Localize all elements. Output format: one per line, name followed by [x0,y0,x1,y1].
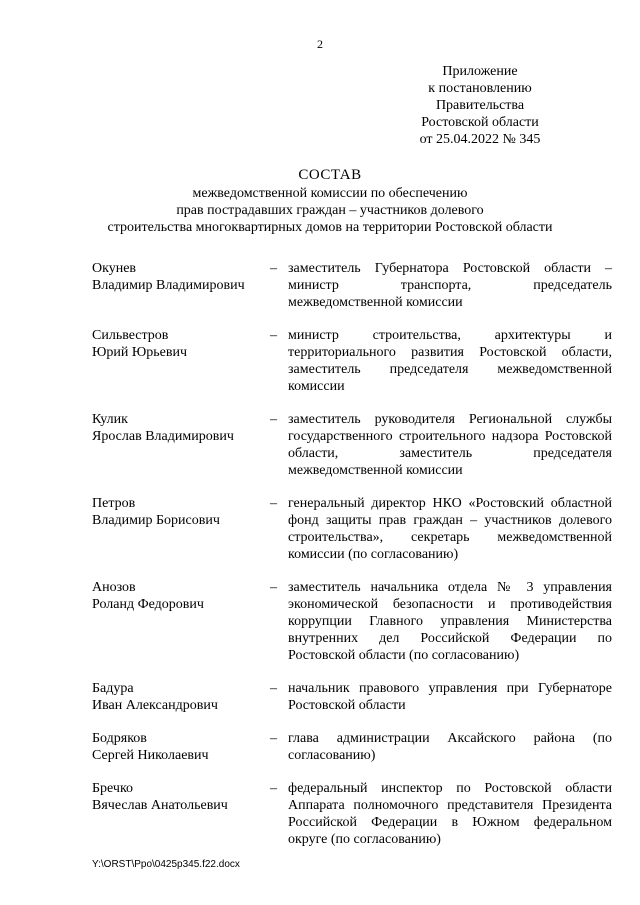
member-role: заместитель руководителя Региональной службы государственного строительного надзора Ростовской области, заместитель председателя межведомственной комиссии [288,412,612,478]
page-number: 2 [317,37,323,51]
member-entry [92,411,612,479]
member-surname: Бадура [92,681,134,696]
member-entry [92,680,612,714]
members-list [92,260,612,864]
dash-separator: – [270,328,277,343]
member-given-names: Сергей Николаевич [92,748,209,763]
member-entry [92,730,612,764]
member-given-names: Юрий Юрьевич [92,345,188,360]
member-name [92,730,270,764]
member-role: федеральный инспектор по Ростовской области Аппарата полномочного представителя Президента Российской Федерации в Южном федеральном округе (по согласованию) [288,781,612,847]
dash-separator: – [270,580,277,595]
member-name [92,579,270,664]
document-subtitle-line: прав пострадавших граждан – участников долевого [176,203,484,218]
dash-separator: – [270,781,277,796]
member-name [92,495,270,563]
document-subtitle-line: межведомственной комиссии по обеспечению [192,186,468,201]
document-subtitle-line: строительства многоквартирных домов на территории Ростовской области [107,220,553,235]
member-role: глава администрации Аксайского района (по согласованию) [288,731,612,763]
member-entry [92,260,612,311]
appendix-line: Правительства [435,98,525,113]
member-entry [92,780,612,848]
member-given-names: Вячеслав Анатольевич [92,798,228,813]
member-surname: Бречко [92,781,134,796]
dash-separator: – [270,496,277,511]
dash-separator: – [270,731,277,746]
appendix-block [380,63,580,148]
dash-separator: – [270,681,277,696]
dash-separator: – [270,261,277,276]
member-surname: Сильвестров [92,328,169,343]
document-heading [60,167,600,236]
dash-separator: – [270,412,277,427]
document-title: СОСТАВ [298,167,362,183]
member-surname: Анозов [92,580,136,595]
appendix-date-line: от 25.04.2022 № 345 [419,132,541,147]
member-entry [92,495,612,563]
member-given-names: Роланд Федорович [92,597,204,612]
member-role: начальник правового управления при Губернаторе Ростовской области [288,681,612,713]
member-name [92,260,270,311]
member-role: заместитель Губернатора Ростовской области – министр транспорта, председатель межведомственной комиссии [288,261,612,310]
member-surname: Кулик [92,412,128,427]
file-path-footer: Y:\ORST\Ppo\0425p345.f22.docx [92,859,240,870]
member-entry [92,579,612,664]
appendix-line: Ростовской области [421,115,539,130]
appendix-line: к постановлению [428,81,532,96]
member-role: министр строительства, архитектуры и территориального развития Ростовской области, заместитель председателя межведомственной комиссии [288,328,612,394]
member-given-names: Иван Александрович [92,698,218,713]
member-name [92,327,270,395]
member-role: генеральный директор НКО «Ростовский областной фонд защиты прав граждан – участников долевого строительства», секретарь межведомственной комиссии (по согласованию) [288,496,612,562]
member-entry [92,327,612,395]
member-surname: Окунев [92,261,137,276]
member-surname: Бодряков [92,731,147,746]
member-name [92,780,270,848]
member-given-names: Владимир Борисович [92,513,220,528]
member-name [92,680,270,714]
member-given-names: Владимир Владимирович [92,278,245,293]
member-name [92,411,270,479]
member-surname: Петров [92,496,136,511]
member-given-names: Ярослав Владимирович [92,429,234,444]
appendix-line: Приложение [442,64,518,79]
member-role: заместитель начальника отдела № 3 управления экономической безопасности и противодействия коррупции Главного управления Министерства внутренних дел Российской Федерации по Ростовской области (по согласованию) [288,580,612,663]
